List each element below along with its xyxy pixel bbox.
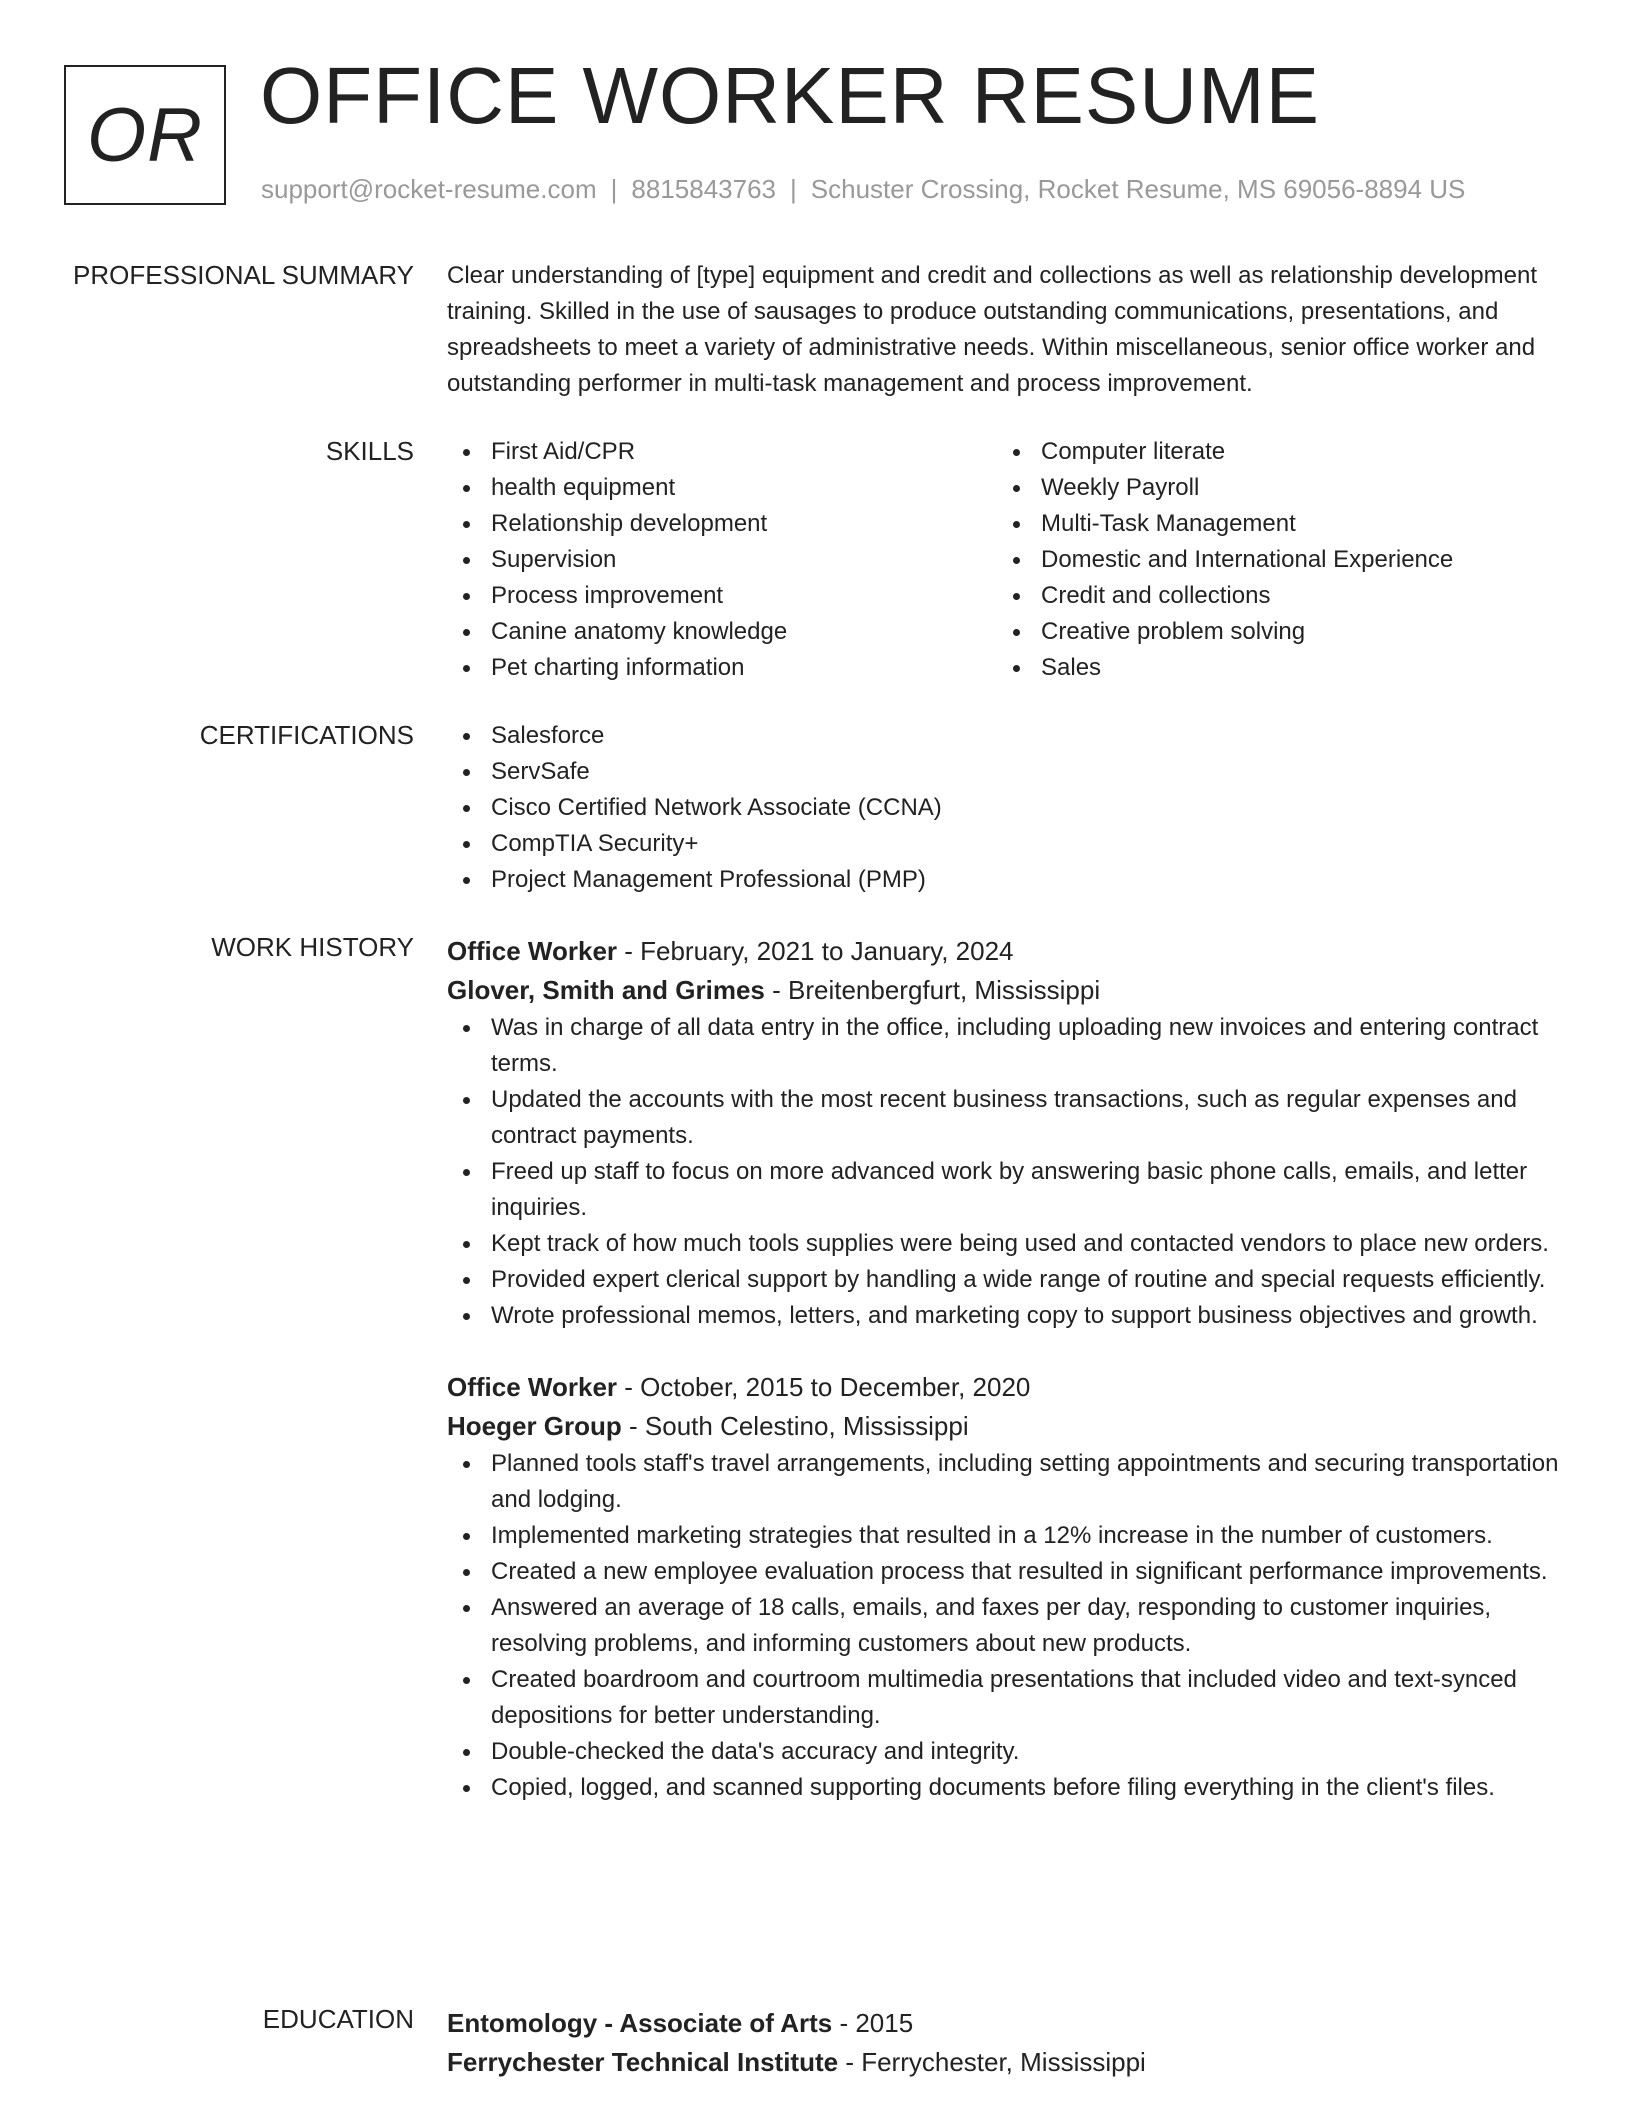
list-item: health equipment xyxy=(447,470,997,506)
education-school-line xyxy=(447,2043,1567,2082)
list-item: Double-checked the data's accuracy and integrity. xyxy=(447,1734,1567,1770)
list-item: Cisco Certified Network Associate (CCNA) xyxy=(447,790,1567,826)
list-item: Planned tools staff's travel arrangements, including setting appointments and securing transportation and lodging. xyxy=(447,1446,1567,1518)
skills-right-list xyxy=(997,434,1547,686)
education-location: - Ferrychester, Mississippi xyxy=(838,2047,1146,2077)
list-item: Copied, logged, and scanned supporting documents before filing everything in the client's files. xyxy=(447,1770,1567,1806)
summary-text: Clear understanding of [type] equipment and credit and collections as well as relationship development training. Skilled in the use of sausages to produce outstanding communications, presentations, and spreadsheets to meet a variety of administrative needs. Within miscellaneous, senior office worker and outstanding performer in multi-task management and process improvement. xyxy=(447,262,1537,397)
list-item: Provided expert clerical support by handling a wide range of routine and special requests efficiently. xyxy=(447,1262,1567,1298)
section-title: WORK HISTORY xyxy=(211,932,414,962)
list-item: Created boardroom and courtroom multimedia presentations that included video and text-synced depositions for better understanding. xyxy=(447,1662,1567,1734)
contact-separator: | xyxy=(790,174,797,204)
list-item: Canine anatomy knowledge xyxy=(447,614,997,650)
list-item: Answered an average of 18 calls, emails, and faxes per day, responding to customer inquiries, resolving problems, and informing customers about new products. xyxy=(447,1590,1567,1662)
job-bullets xyxy=(447,1010,1567,1334)
job-location: - South Celestino, Mississippi xyxy=(621,1411,969,1441)
list-item: Project Management Professional (PMP) xyxy=(447,862,1567,898)
job-dates: - February, 2021 to January, 2024 xyxy=(617,936,1014,966)
list-item: Weekly Payroll xyxy=(997,470,1547,506)
list-item: Updated the accounts with the most recent business transactions, such as regular expenses and contract payments. xyxy=(447,1082,1567,1154)
list-item: Sales xyxy=(997,650,1547,686)
education-school: Ferrychester Technical Institute xyxy=(447,2047,839,2077)
list-item: Multi-Task Management xyxy=(997,506,1547,542)
job-entry xyxy=(447,1368,1567,1806)
job-company: Glover, Smith and Grimes xyxy=(447,975,765,1005)
list-item: Domestic and International Experience xyxy=(997,542,1547,578)
list-item: Was in charge of all data entry in the office, including uploading new invoices and entering contract terms. xyxy=(447,1010,1567,1082)
list-item: Process improvement xyxy=(447,578,997,614)
monogram-logo: OR xyxy=(64,65,226,205)
list-item: Relationship development xyxy=(447,506,997,542)
job-dates: - October, 2015 to December, 2020 xyxy=(617,1372,1031,1402)
education-year: - 2015 xyxy=(832,2008,914,2038)
resume-title: OFFICE WORKER RESUME xyxy=(260,51,1321,140)
job-role-line xyxy=(447,1368,1567,1407)
list-item: First Aid/CPR xyxy=(447,434,997,470)
list-item: CompTIA Security+ xyxy=(447,826,1567,862)
list-item: Creative problem solving xyxy=(997,614,1547,650)
section-title: PROFESSIONAL SUMMARY xyxy=(73,260,414,290)
list-item: Freed up staff to focus on more advanced work by answering basic phone calls, emails, and letter inquiries. xyxy=(447,1154,1567,1226)
section-title: EDUCATION xyxy=(262,2004,414,2034)
job-company-line xyxy=(447,971,1567,1010)
list-item: Pet charting information xyxy=(447,650,997,686)
section-title: SKILLS xyxy=(325,436,414,466)
job-role: Office Worker xyxy=(447,936,618,966)
list-item: Kept track of how much tools supplies were being used and contacted vendors to place new orders. xyxy=(447,1226,1567,1262)
list-item: Wrote professional memos, letters, and marketing copy to support business objectives and growth. xyxy=(447,1298,1567,1334)
list-item: Salesforce xyxy=(447,718,1567,754)
job-entry xyxy=(447,932,1567,1334)
contact-address: Schuster Crossing, Rocket Resume, MS 69056-8894 US xyxy=(810,174,1466,204)
contact-email[interactable]: support@rocket-resume.com xyxy=(261,174,597,204)
job-location: - Breitenbergfurt, Mississippi xyxy=(764,975,1101,1005)
job-company: Hoeger Group xyxy=(447,1411,622,1441)
job-role: Office Worker xyxy=(447,1372,618,1402)
job-company-line xyxy=(447,1407,1567,1446)
certifications-body xyxy=(447,718,1567,898)
list-item: Implemented marketing strategies that resulted in a 12% increase in the number of customers. xyxy=(447,1518,1567,1554)
list-item: Created a new employee evaluation process that resulted in significant performance improvements. xyxy=(447,1554,1567,1590)
contact-line xyxy=(261,174,1465,205)
work-body xyxy=(447,932,1567,1806)
list-item: Credit and collections xyxy=(997,578,1547,614)
job-role-line xyxy=(447,932,1567,971)
skills-grid xyxy=(447,434,1567,686)
list-item: Computer literate xyxy=(997,434,1547,470)
list-item: Supervision xyxy=(447,542,997,578)
certifications-list xyxy=(447,718,1567,898)
list-item: ServSafe xyxy=(447,754,1567,790)
skills-left-list xyxy=(447,434,997,686)
education-body xyxy=(447,2004,1567,2082)
contact-separator: | xyxy=(610,174,618,204)
contact-phone[interactable]: 8815843763 xyxy=(631,174,776,204)
job-bullets xyxy=(447,1446,1567,1806)
education-degree-line xyxy=(447,2004,1567,2043)
section-title: CERTIFICATIONS xyxy=(199,720,414,750)
education-degree: Entomology - Associate of Arts xyxy=(447,2008,833,2038)
